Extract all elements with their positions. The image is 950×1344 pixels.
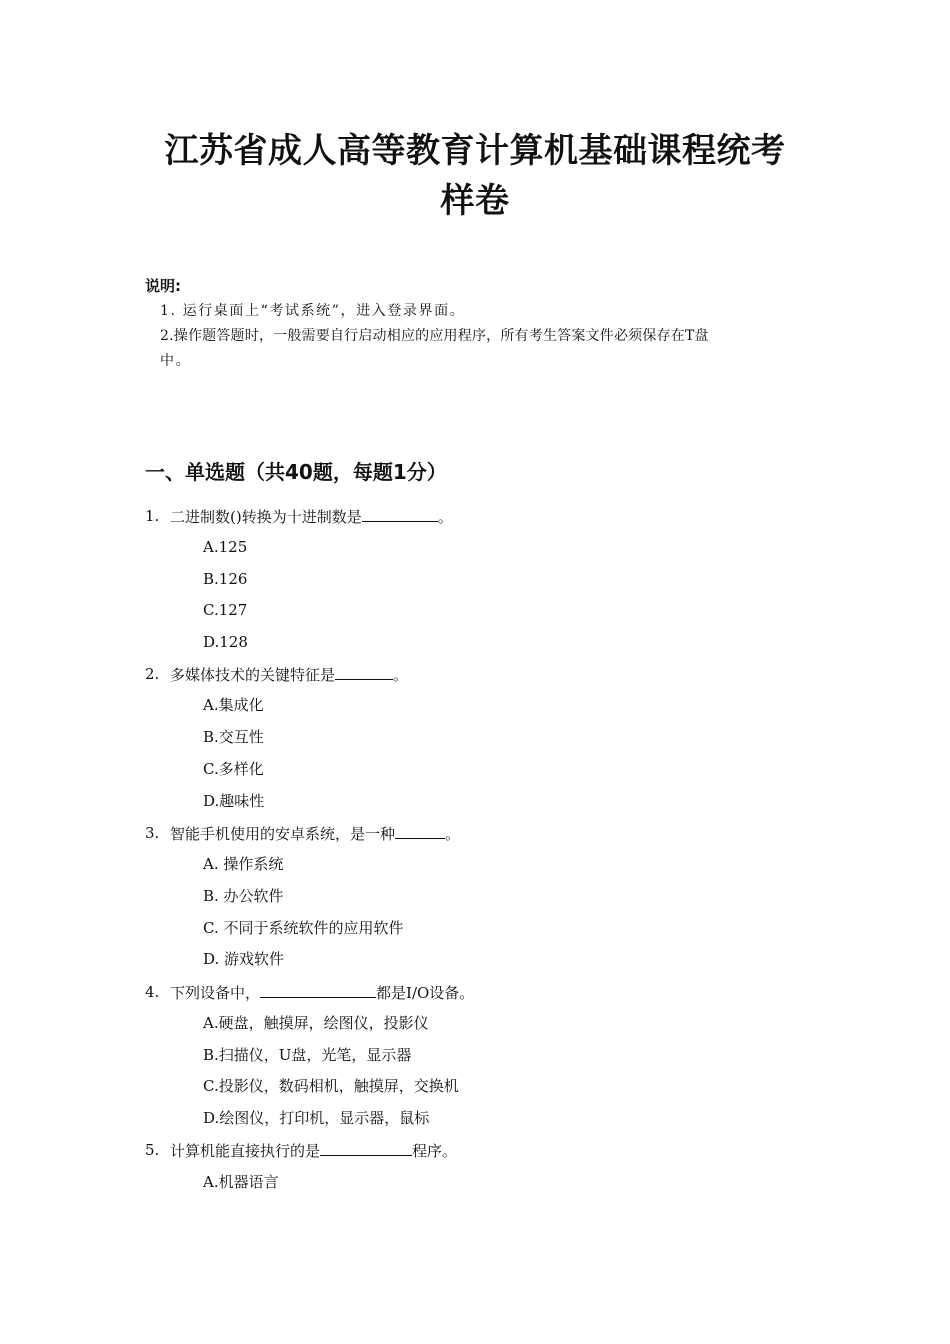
- question-stem-end: 。: [393, 666, 409, 684]
- question-text: [170, 1141, 457, 1160]
- option-b: B.交互性: [203, 728, 264, 746]
- notes-heading: 说明:: [145, 277, 181, 295]
- option-c: C.投影仪，数码相机，触摸屏，交换机: [203, 1077, 459, 1095]
- option-a: A.集成化: [203, 696, 264, 714]
- question-text: [170, 665, 408, 684]
- question-stem: 下列设备中，: [170, 984, 261, 1002]
- question-number: 5.: [145, 1141, 160, 1159]
- note-item-2: 2.操作题答题时，一般需要自行启动相应的应用程序，所有考生答案文件必须保存在T盘: [160, 328, 709, 344]
- question-text: [170, 824, 460, 843]
- answer-blank: [320, 1141, 412, 1156]
- answer-blank: [362, 507, 438, 522]
- option-c: C. 不同于系统软件的应用软件: [203, 919, 404, 937]
- question-stem: 二进制数()转换为十进制数是: [170, 508, 362, 526]
- option-a: A. 操作系统: [203, 855, 284, 873]
- option-c: C.127: [203, 601, 248, 619]
- document-title-line1: 江苏省成人高等教育计算机基础课程统考: [164, 131, 786, 171]
- document-title-line2: 样卷: [440, 181, 510, 221]
- question-number: 3.: [145, 824, 160, 842]
- question-text: [170, 507, 453, 526]
- question-stem: 多媒体技术的关键特征是: [170, 666, 336, 684]
- question-stem: 计算机能直接执行的是: [170, 1142, 321, 1160]
- question-stem: 智能手机使用的安卓系统，是一种: [170, 825, 396, 843]
- option-b: B.扫描仪，U盘，光笔，显示器: [203, 1046, 412, 1064]
- answer-blank: [395, 824, 445, 839]
- option-d: D.趣味性: [203, 792, 265, 810]
- question-stem-end: 。: [437, 508, 453, 526]
- section-title: 一、单选题（共40题，每题1分）: [145, 460, 447, 484]
- question-stem-end: 。: [445, 825, 461, 843]
- question-stem-end: 都是I/O设备。: [376, 984, 475, 1002]
- question-number: 1.: [145, 507, 160, 525]
- note-item-1: 1. 运行桌面上“考试系统”，进入登录界面。: [160, 303, 466, 319]
- question-stem-end: 程序。: [412, 1142, 458, 1160]
- option-a: A.硬盘，触摸屏，绘图仪，投影仪: [203, 1014, 429, 1032]
- option-d: D. 游戏软件: [203, 950, 285, 968]
- question-number: 4.: [145, 983, 160, 1001]
- option-d: D.128: [203, 633, 248, 651]
- answer-blank: [260, 983, 376, 998]
- option-c: C.多样化: [203, 760, 264, 778]
- question-number: 2.: [145, 665, 160, 683]
- option-a: A.125: [203, 538, 248, 556]
- option-a: A.机器语言: [203, 1173, 279, 1191]
- option-b: B.126: [203, 570, 248, 588]
- question-text: [170, 983, 474, 1002]
- answer-blank: [335, 665, 393, 680]
- note-item-2-continued: 中。: [160, 353, 192, 369]
- option-b: B. 办公软件: [203, 887, 284, 905]
- option-d: D.绘图仪，打印机，显示器，鼠标: [203, 1109, 430, 1127]
